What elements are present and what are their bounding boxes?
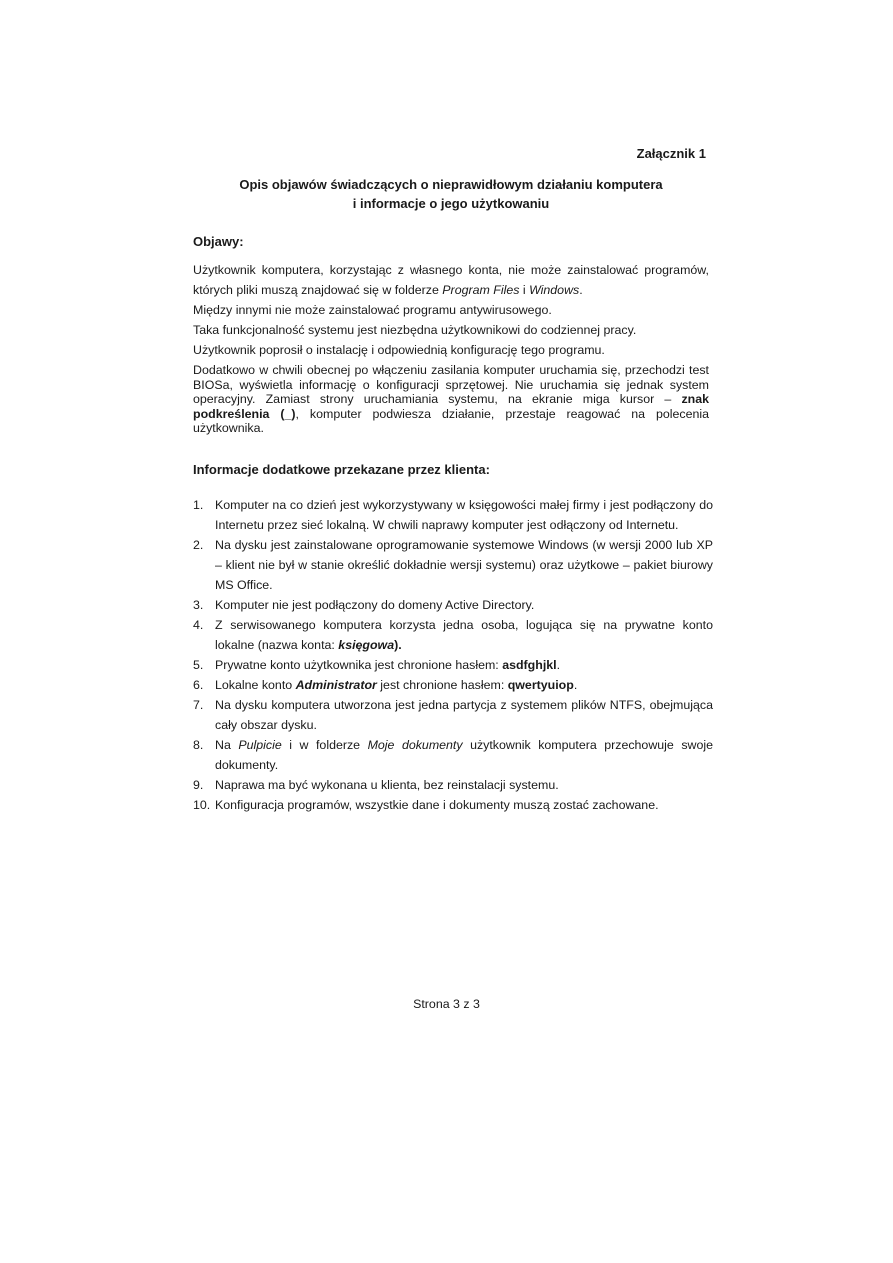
symptoms-section bbox=[193, 260, 709, 436]
title-line-2: i informacje o jego użytkowaniu bbox=[352, 196, 550, 211]
symptom-paragraph-4: Użytkownik poprosił o instalację i odpowiednią konfigurację tego programu. bbox=[193, 343, 605, 357]
list-item bbox=[193, 675, 713, 695]
list-item bbox=[193, 495, 713, 535]
list-number: 8. bbox=[193, 738, 204, 752]
list-text: jest chronione hasłem: bbox=[376, 678, 508, 692]
info-heading: Informacje dodatkowe przekazane przez klienta: bbox=[193, 462, 490, 477]
account-name: Administrator bbox=[295, 678, 377, 692]
document-title bbox=[193, 175, 709, 213]
symptom-text: i bbox=[519, 283, 530, 297]
list-number: 6. bbox=[193, 678, 204, 692]
list-text: . bbox=[573, 678, 578, 692]
symptom-paragraph-2: Między innymi nie może zainstalować programu antywirusowego. bbox=[193, 303, 552, 317]
list-number: 3. bbox=[193, 598, 204, 612]
password-value: qwertyuiop bbox=[507, 678, 574, 692]
list-item bbox=[193, 775, 713, 795]
symptom-text: Dodatkowo w chwili obecnej po włączeniu zasilania komputer uruchamia się, przechodzi test BIOSa, wyświetla informację o konfiguracji sprzętowej. Nie uruchamia się jednak system operacyjny. Zamiast strony uruchamiania systemu, na ekranie miga kursor – bbox=[193, 363, 709, 406]
list-text: . bbox=[556, 658, 561, 672]
list-text: Lokalne konto bbox=[215, 678, 296, 692]
list-item bbox=[193, 535, 713, 595]
list-item bbox=[193, 795, 713, 815]
symptoms-heading: Objawy: bbox=[193, 234, 244, 249]
list-text: Konfiguracja programów, wszystkie dane i dokumenty muszą zostać zachowane. bbox=[215, 798, 659, 812]
list-text: użytkownik komputera przechowuje swoje dokumenty. bbox=[215, 738, 713, 772]
list-number: 5. bbox=[193, 658, 204, 672]
list-text: i w folderze bbox=[281, 738, 368, 752]
list-item bbox=[193, 695, 713, 735]
symptom-text: . bbox=[579, 283, 583, 297]
page-number: Strona 3 z 3 bbox=[413, 997, 480, 1011]
list-item bbox=[193, 615, 713, 655]
account-name: księgowa bbox=[338, 638, 395, 652]
list-number: 9. bbox=[193, 778, 204, 792]
list-text: Prywatne konto użytkownika jest chronione hasłem: bbox=[215, 658, 503, 672]
list-number: 1. bbox=[193, 498, 204, 512]
list-number: 4. bbox=[193, 618, 204, 632]
symptom-paragraph-1 bbox=[193, 260, 709, 300]
list-text: Naprawa ma być wykonana u klienta, bez reinstalacji systemu. bbox=[215, 778, 559, 792]
annex-label: Załącznik 1 bbox=[636, 146, 706, 161]
list-number: 10. bbox=[193, 798, 211, 812]
title-line-1: Opis objawów świadczących o nieprawidłowym działaniu komputera bbox=[239, 177, 663, 192]
list-text: Z serwisowanego komputera korzysta jedna osoba, logująca się na prywatne konto lokalne (nazwa konta: bbox=[215, 618, 713, 652]
location-name: Moje dokumenty bbox=[367, 738, 463, 752]
folder-name: Program Files bbox=[442, 283, 520, 297]
location-name: Pulpicie bbox=[238, 738, 282, 752]
list-text: Na dysku komputera utworzona jest jedna partycja z systemem plików NTFS, obejmująca cały obszar dysku. bbox=[215, 698, 713, 732]
list-text: Na dysku jest zainstalowane oprogramowanie systemowe Windows (w wersji 2000 lub XP – klient nie był w stanie określić dokładnie wersji systemu) oraz użytkowe – pakiet biurowy MS Office. bbox=[215, 538, 713, 592]
cursor-description: znak podkreślenia (_) bbox=[193, 392, 709, 421]
list-item bbox=[193, 595, 713, 615]
list-item bbox=[193, 735, 713, 775]
symptom-paragraph-5 bbox=[193, 363, 709, 436]
list-item bbox=[193, 655, 713, 675]
list-number: 7. bbox=[193, 698, 204, 712]
list-text: ). bbox=[394, 638, 402, 652]
password-value: asdfghjkl bbox=[502, 658, 557, 672]
list-text: Komputer na co dzień jest wykorzystywany w księgowości małej firmy i jest podłączony do Internetu przez sieć lokalną. W chwili naprawy komputer jest odłączony od Internetu. bbox=[215, 498, 713, 532]
list-number: 2. bbox=[193, 538, 204, 552]
info-list bbox=[193, 495, 713, 815]
symptom-text: Użytkownik komputera, korzystając z własnego konta, nie może zainstalować programów, których pliki muszą znajdować się w folderze bbox=[193, 263, 709, 297]
list-text: Na bbox=[215, 738, 239, 752]
symptom-text: , komputer podwiesza działanie, przestaje reagować na polecenia użytkownika. bbox=[193, 406, 709, 435]
folder-name: Windows bbox=[529, 283, 580, 297]
symptom-paragraph-3: Taka funkcjonalność systemu jest niezbędna użytkownikowi do codziennej pracy. bbox=[193, 323, 637, 337]
list-text: Komputer nie jest podłączony do domeny Active Directory. bbox=[215, 598, 535, 612]
